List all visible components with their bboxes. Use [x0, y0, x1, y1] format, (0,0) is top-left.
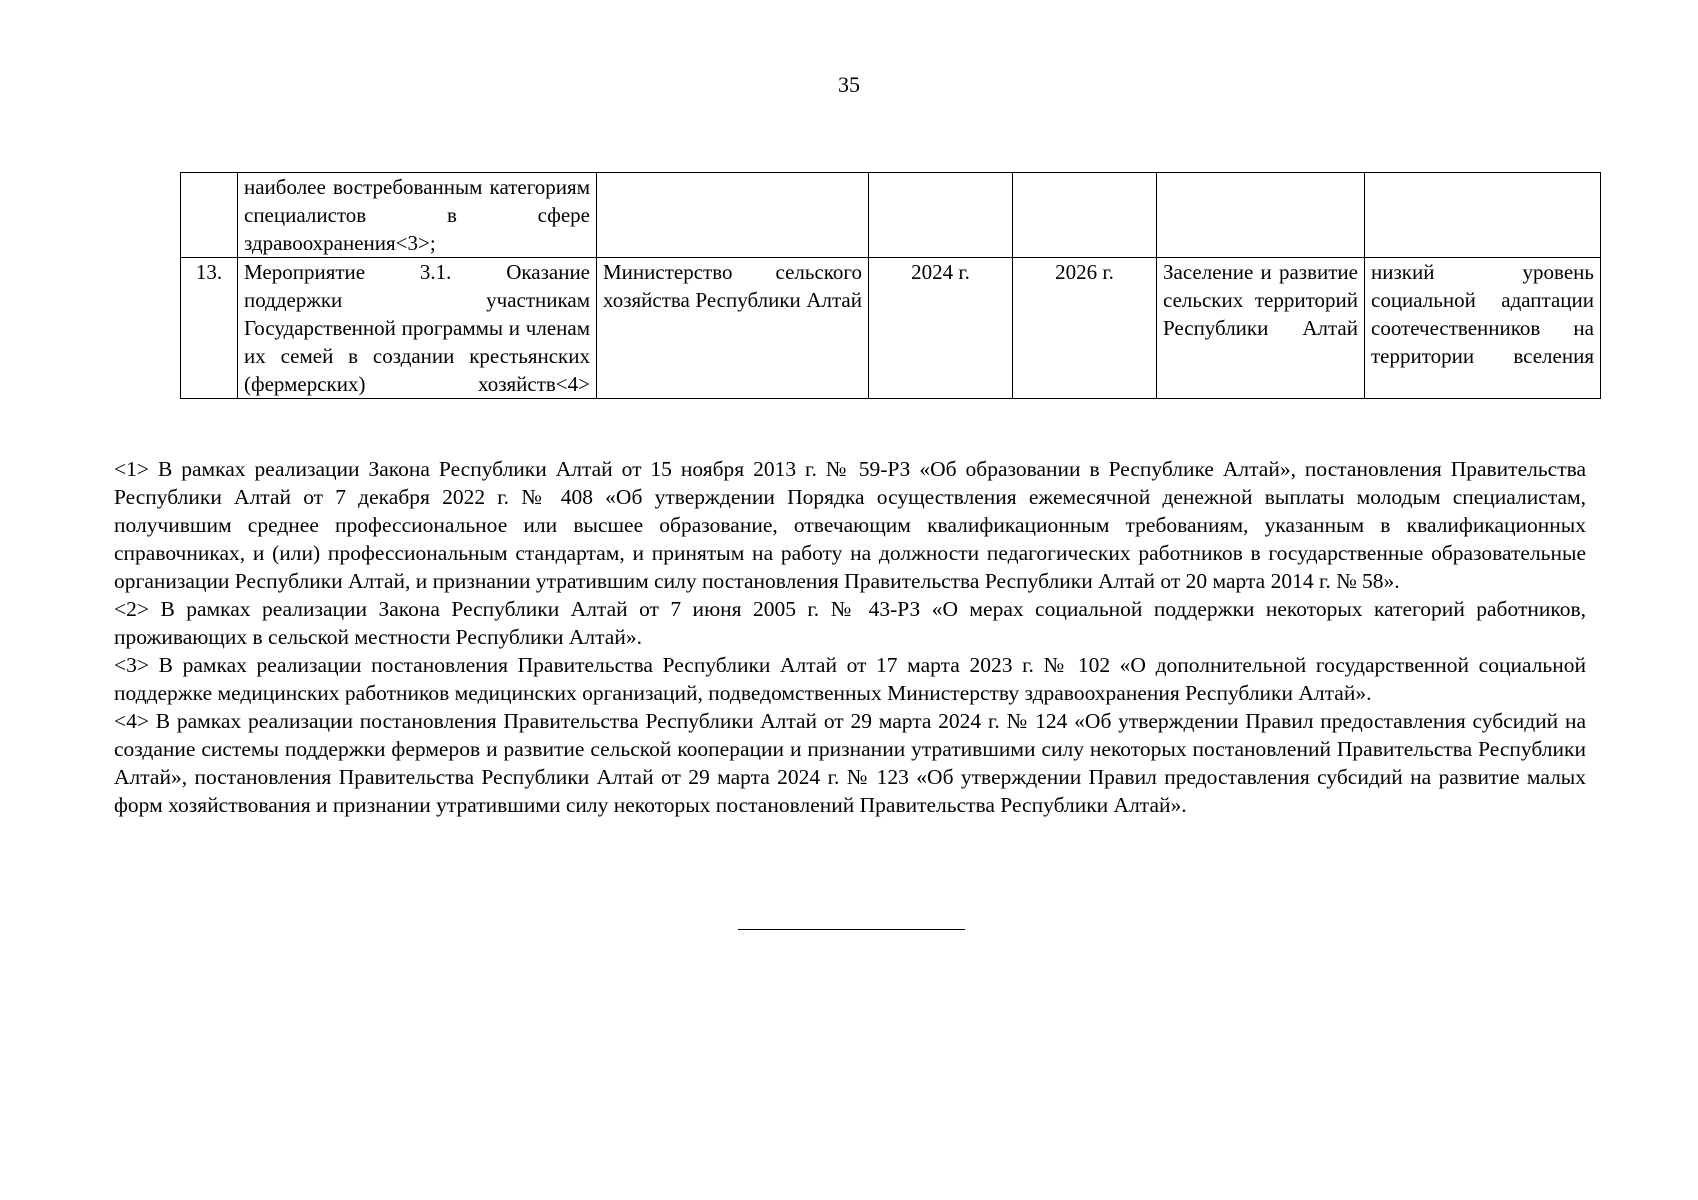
cell-executor: Министерство сельского хозяйства Республики Алтай: [597, 258, 869, 399]
cell-result: Заселение и развитие сельских территорий Республики Алтай: [1157, 258, 1365, 399]
cell-end-year: 2026 г.: [1013, 258, 1157, 399]
cell-start-empty: [869, 173, 1013, 258]
cell-risk-empty: [1365, 173, 1601, 258]
cell-risk: низкий уровень социальной адаптации соотечественников на территории вселения: [1365, 258, 1601, 399]
footnote-4: <4> В рамках реализации постановления Правительства Республики Алтай от 29 марта 2024 г. № 124 «Об утверждении Правил предоставления субсидий на создание системы поддержки фермеров и развитие сельской кооперации и признании утратившими силу некоторых постановлений Правительства Республики Алтай», постановления Правительства Республики Алтай от 29 марта 2024 г. № 123 «Об утверждении Правил предоставления субсидий на развитие малых форм хозяйствования и признании утратившими силу некоторых постановлений Правительства Республики Алтай».: [114, 709, 1586, 817]
page-number: 35: [838, 72, 860, 97]
end-separator-line: [738, 929, 965, 930]
footnote-1: <1> В рамках реализации Закона Республики Алтай от 15 ноября 2013 г. № 59-РЗ «Об образовании в Республике Алтай», постановления Правительства Республики Алтай от 7 декабря 2022 г. № 408 «Об утверждении Порядка осуществления ежемесячной денежной выплаты молодым специалистам, получившим среднее профессиональное или высшее образование, отвечающим квалификационным требованиям, указанным в квалификационных справочниках, и (или) профессиональным стандартам, и принятым на работу на должности педагогических работников в государственные образовательные организации Республики Алтай, и признании утратившим силу постановления Правительства Республики Алтай от 20 марта 2014 г. № 58».: [114, 457, 1586, 593]
footnote-3: <3> В рамках реализации постановления Правительства Республики Алтай от 17 марта 2023 г. № 102 «О дополнительной государственной социальной поддержке медицинских работников медицинских организаций, подведомственных Министерству здравоохранения Республики Алтай».: [114, 653, 1586, 705]
cell-event: Мероприятие 3.1. Оказание поддержки участникам Государственной программы и членам их семей в создании крестьянских (фермерских) хозяйств<4>: [238, 258, 597, 399]
footnote-2: <2> В рамках реализации Закона Республики Алтай от 7 июня 2005 г. № 43-РЗ «О мерах социальной поддержки некоторых категорий работников, проживающих в сельской местности Республики Алтай».: [114, 597, 1586, 649]
cell-executor-empty: [597, 173, 869, 258]
cell-start-year: 2024 г.: [869, 258, 1013, 399]
table-row-13: [181, 258, 1601, 399]
cell-result-empty: [1157, 173, 1365, 258]
cell-event-continuation: наиболее востребованным категориям специалистов в сфере здравоохранения<3>;: [238, 173, 597, 258]
footnotes: [114, 455, 1586, 819]
table-row-continuation: [181, 173, 1601, 258]
cell-end-empty: [1013, 173, 1157, 258]
measures-table: [180, 172, 1601, 399]
cell-number: 13.: [181, 258, 238, 399]
cell-number-empty: [181, 173, 238, 258]
